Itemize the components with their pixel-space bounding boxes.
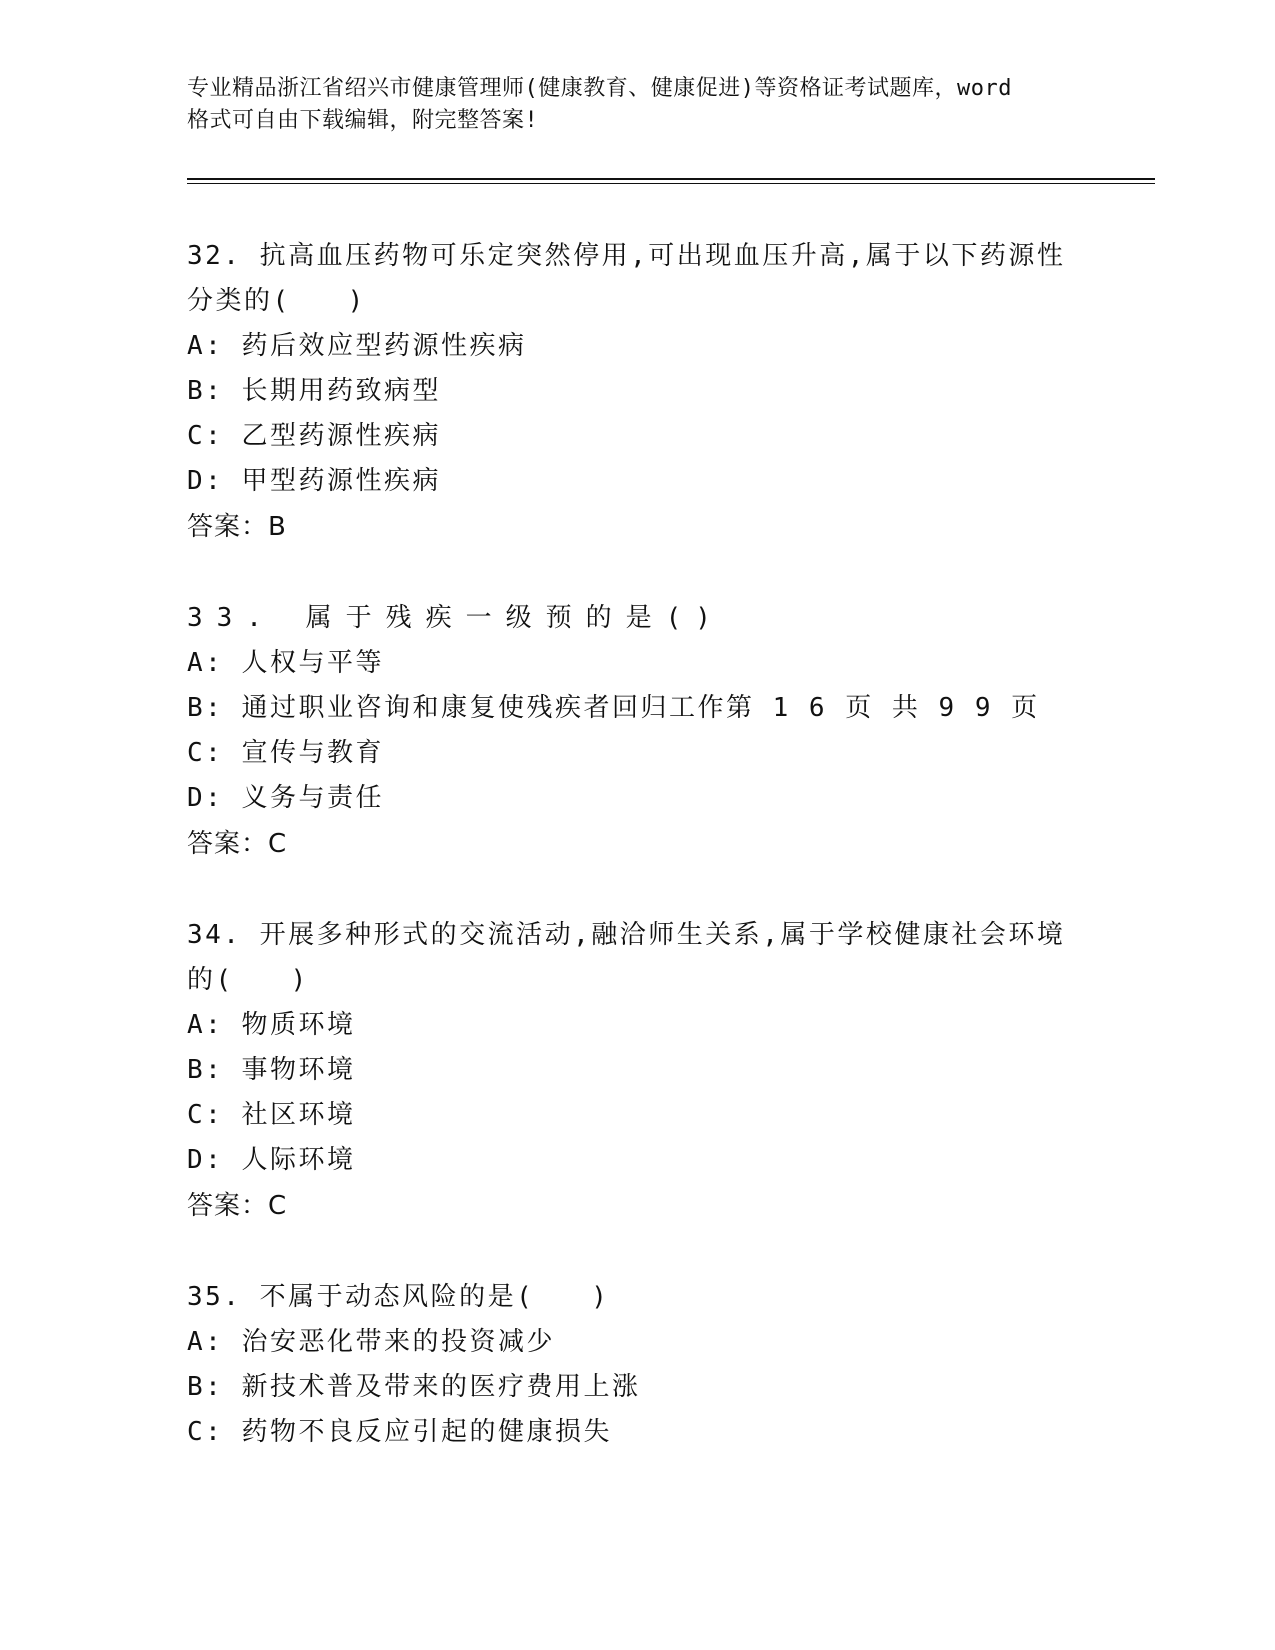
option-b: B: 长期用药致病型 bbox=[187, 376, 441, 406]
option-d: D: 甲型药源性疾病 bbox=[187, 466, 441, 496]
question-stem: 34. 开展多种形式的交流活动,融洽师生关系,属于学校健康社会环境 bbox=[187, 920, 1066, 950]
option-b: B: 新技术普及带来的医疗费用上涨 bbox=[187, 1372, 641, 1402]
option-c: C: 社区环境 bbox=[187, 1100, 356, 1130]
question-32 bbox=[187, 234, 1127, 550]
answer-label: 答案：C bbox=[187, 1191, 288, 1221]
header-divider-thin bbox=[187, 183, 1155, 184]
question-33 bbox=[187, 596, 1127, 867]
option-a: A: 药后效应型药源性疾病 bbox=[187, 331, 527, 361]
question-35 bbox=[187, 1275, 1127, 1455]
option-c: C: 药物不良反应引起的健康损失 bbox=[187, 1417, 612, 1447]
spacer bbox=[187, 1229, 1127, 1275]
spacer bbox=[187, 867, 1127, 913]
header-line-1: 专业精品浙江省绍兴市健康管理师(健康教育、健康促进)等资格证考试题库，word bbox=[187, 76, 1012, 101]
option-a: A: 人权与平等 bbox=[187, 648, 384, 678]
question-stem: 35. 不属于动态风险的是( ) bbox=[187, 1282, 610, 1312]
question-stem: 的( ) bbox=[187, 965, 309, 995]
option-c: C: 宣传与教育 bbox=[187, 738, 384, 768]
question-stem: 32. 抗高血压药物可乐定突然停用,可出现血压升高,属于以下药源性 bbox=[187, 241, 1066, 271]
page-header bbox=[187, 73, 1107, 137]
option-a: A: 物质环境 bbox=[187, 1010, 356, 1040]
option-d: D: 人际环境 bbox=[187, 1145, 356, 1175]
option-b: B: 事物环境 bbox=[187, 1055, 356, 1085]
option-d: D: 义务与责任 bbox=[187, 783, 384, 813]
header-line-2: 格式可自由下载编辑，附完整答案! bbox=[187, 108, 539, 133]
option-b: B: 通过职业咨询和康复使残疾者回归工作第 1 6 页 共 9 9 页 bbox=[187, 693, 1040, 723]
question-34 bbox=[187, 913, 1127, 1229]
answer-label: 答案：C bbox=[187, 829, 288, 859]
option-a: A: 治安恶化带来的投资减少 bbox=[187, 1327, 555, 1357]
question-stem: 分类的( ) bbox=[187, 286, 366, 316]
answer-label: 答案：B bbox=[187, 512, 287, 542]
option-c: C: 乙型药源性疾病 bbox=[187, 421, 441, 451]
question-stem: 33. 属于残疾一级预的是() bbox=[187, 603, 725, 633]
spacer bbox=[187, 550, 1127, 596]
header-divider-thick bbox=[187, 178, 1155, 180]
question-list bbox=[187, 234, 1127, 1455]
